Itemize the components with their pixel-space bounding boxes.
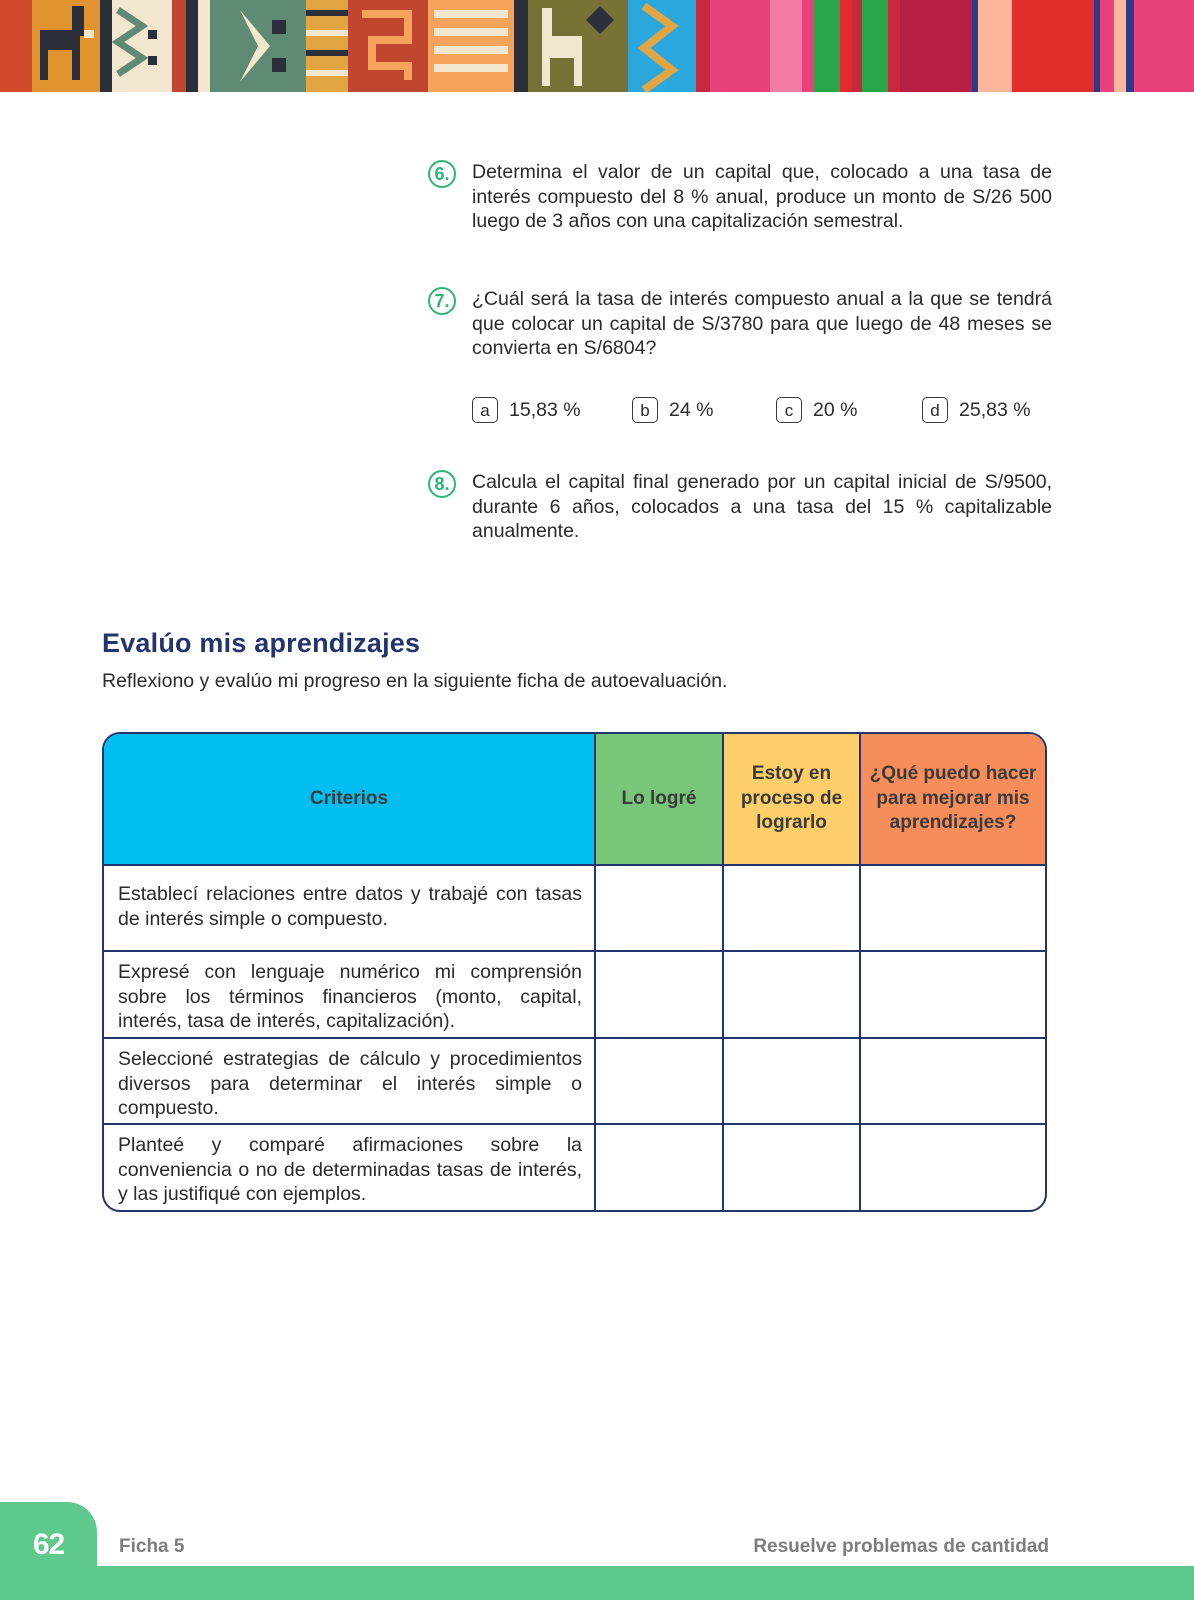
decorative-woven-banner (0, 0, 1194, 92)
criterion-text: Seleccioné estrategias de cálculo y procedimientos diversos para determinar el interés simple o compuesto. (104, 1039, 596, 1125)
option-letter: b (632, 397, 658, 423)
header-en-proceso: Estoy en proceso de lograrlo (724, 734, 861, 866)
header-mejorar: ¿Qué puedo hacer para mejorar mis aprendizajes? (861, 734, 1045, 866)
option-d[interactable] (922, 397, 1031, 423)
answer-options (472, 397, 1052, 425)
exercise-text: Determina el valor de un capital que, colocado a una tasa de interés compuesto del 8 % anual, produce un monto de S/26 500 luego de 3 años con una capitalización semestral. (472, 161, 1052, 232)
page-number: 62 (32, 1528, 65, 1561)
spiral-pattern-icon (348, 0, 428, 92)
option-value: 24 % (669, 398, 714, 421)
llama-pattern-icon (32, 0, 100, 92)
stripe-pattern-icon (428, 0, 514, 92)
criterion-text: Planteé y comparé afirmaciones sobre la conveniencia o no de determinadas tasas de interés, y las justifiqué con ejemplos. (104, 1125, 596, 1210)
criterion-text: Establecí relaciones entre datos y trabajé con tasas de interés simple o compuesto. (104, 866, 596, 952)
section-intro: Reflexiono y evalúo mi progreso en la siguiente ficha de autoevaluación. (102, 670, 728, 692)
stripe-pattern-icon (306, 0, 348, 92)
exercise-number-badge: 7. (428, 287, 456, 315)
header-criterios: Criterios (104, 734, 596, 866)
option-c[interactable] (776, 397, 857, 423)
zigzag-pattern-icon (112, 0, 172, 92)
exercise-8 (428, 470, 1053, 550)
answer-cell-mejorar[interactable] (861, 952, 1045, 1039)
check-cell-en-proceso[interactable] (724, 1125, 861, 1210)
option-value: 25,83 % (959, 398, 1031, 421)
option-letter: c (776, 397, 802, 423)
option-letter: d (922, 397, 948, 423)
check-cell-lo-logre[interactable] (596, 1125, 724, 1210)
answer-cell-mejorar[interactable] (861, 1039, 1045, 1125)
header-lo-logre: Lo logré (596, 734, 724, 866)
self-evaluation-table (102, 732, 1047, 1212)
exercise-text: Calcula el capital final generado por un capital inicial de S/9500, durante 6 años, colocados a una tasa del 15 % capitalizable anualmente. (472, 471, 1052, 542)
zigzag-pattern-icon (628, 0, 696, 92)
section-title: Evalúo mis aprendizajes (102, 628, 421, 658)
footer-bar (0, 1566, 1194, 1600)
check-cell-lo-logre[interactable] (596, 1039, 724, 1125)
option-value: 20 % (813, 398, 858, 421)
footer-competency-label: Resuelve problemas de cantidad (753, 1536, 1049, 1557)
check-cell-en-proceso[interactable] (724, 952, 861, 1039)
option-a[interactable] (472, 397, 581, 423)
check-cell-lo-logre[interactable] (596, 866, 724, 952)
exercise-6 (428, 160, 1053, 240)
exercise-7 (428, 287, 1053, 367)
answer-cell-mejorar[interactable] (861, 1125, 1045, 1210)
option-b[interactable] (632, 397, 713, 423)
check-cell-en-proceso[interactable] (724, 866, 861, 952)
option-value: 15,83 % (509, 398, 581, 421)
answer-cell-mejorar[interactable] (861, 866, 1045, 952)
criterion-text: Expresé con lenguaje numérico mi comprensión sobre los términos financieros (monto, capital, interés, tasa de interés, capitalización). (104, 952, 596, 1039)
footer-sheet-label: Ficha 5 (119, 1536, 185, 1557)
option-letter: a (472, 397, 498, 423)
exercise-number-badge: 6. (428, 160, 456, 188)
check-cell-lo-logre[interactable] (596, 952, 724, 1039)
exercise-number-badge: 8. (428, 470, 456, 498)
check-cell-en-proceso[interactable] (724, 1039, 861, 1125)
geometric-pattern-icon (210, 0, 306, 92)
exercise-text: ¿Cuál será la tasa de interés compuesto anual a la que se tendrá que colocar un capital de S/3780 para que luego de 48 meses se convierta en S/6804? (472, 288, 1052, 359)
llama-pattern-icon (528, 0, 628, 92)
